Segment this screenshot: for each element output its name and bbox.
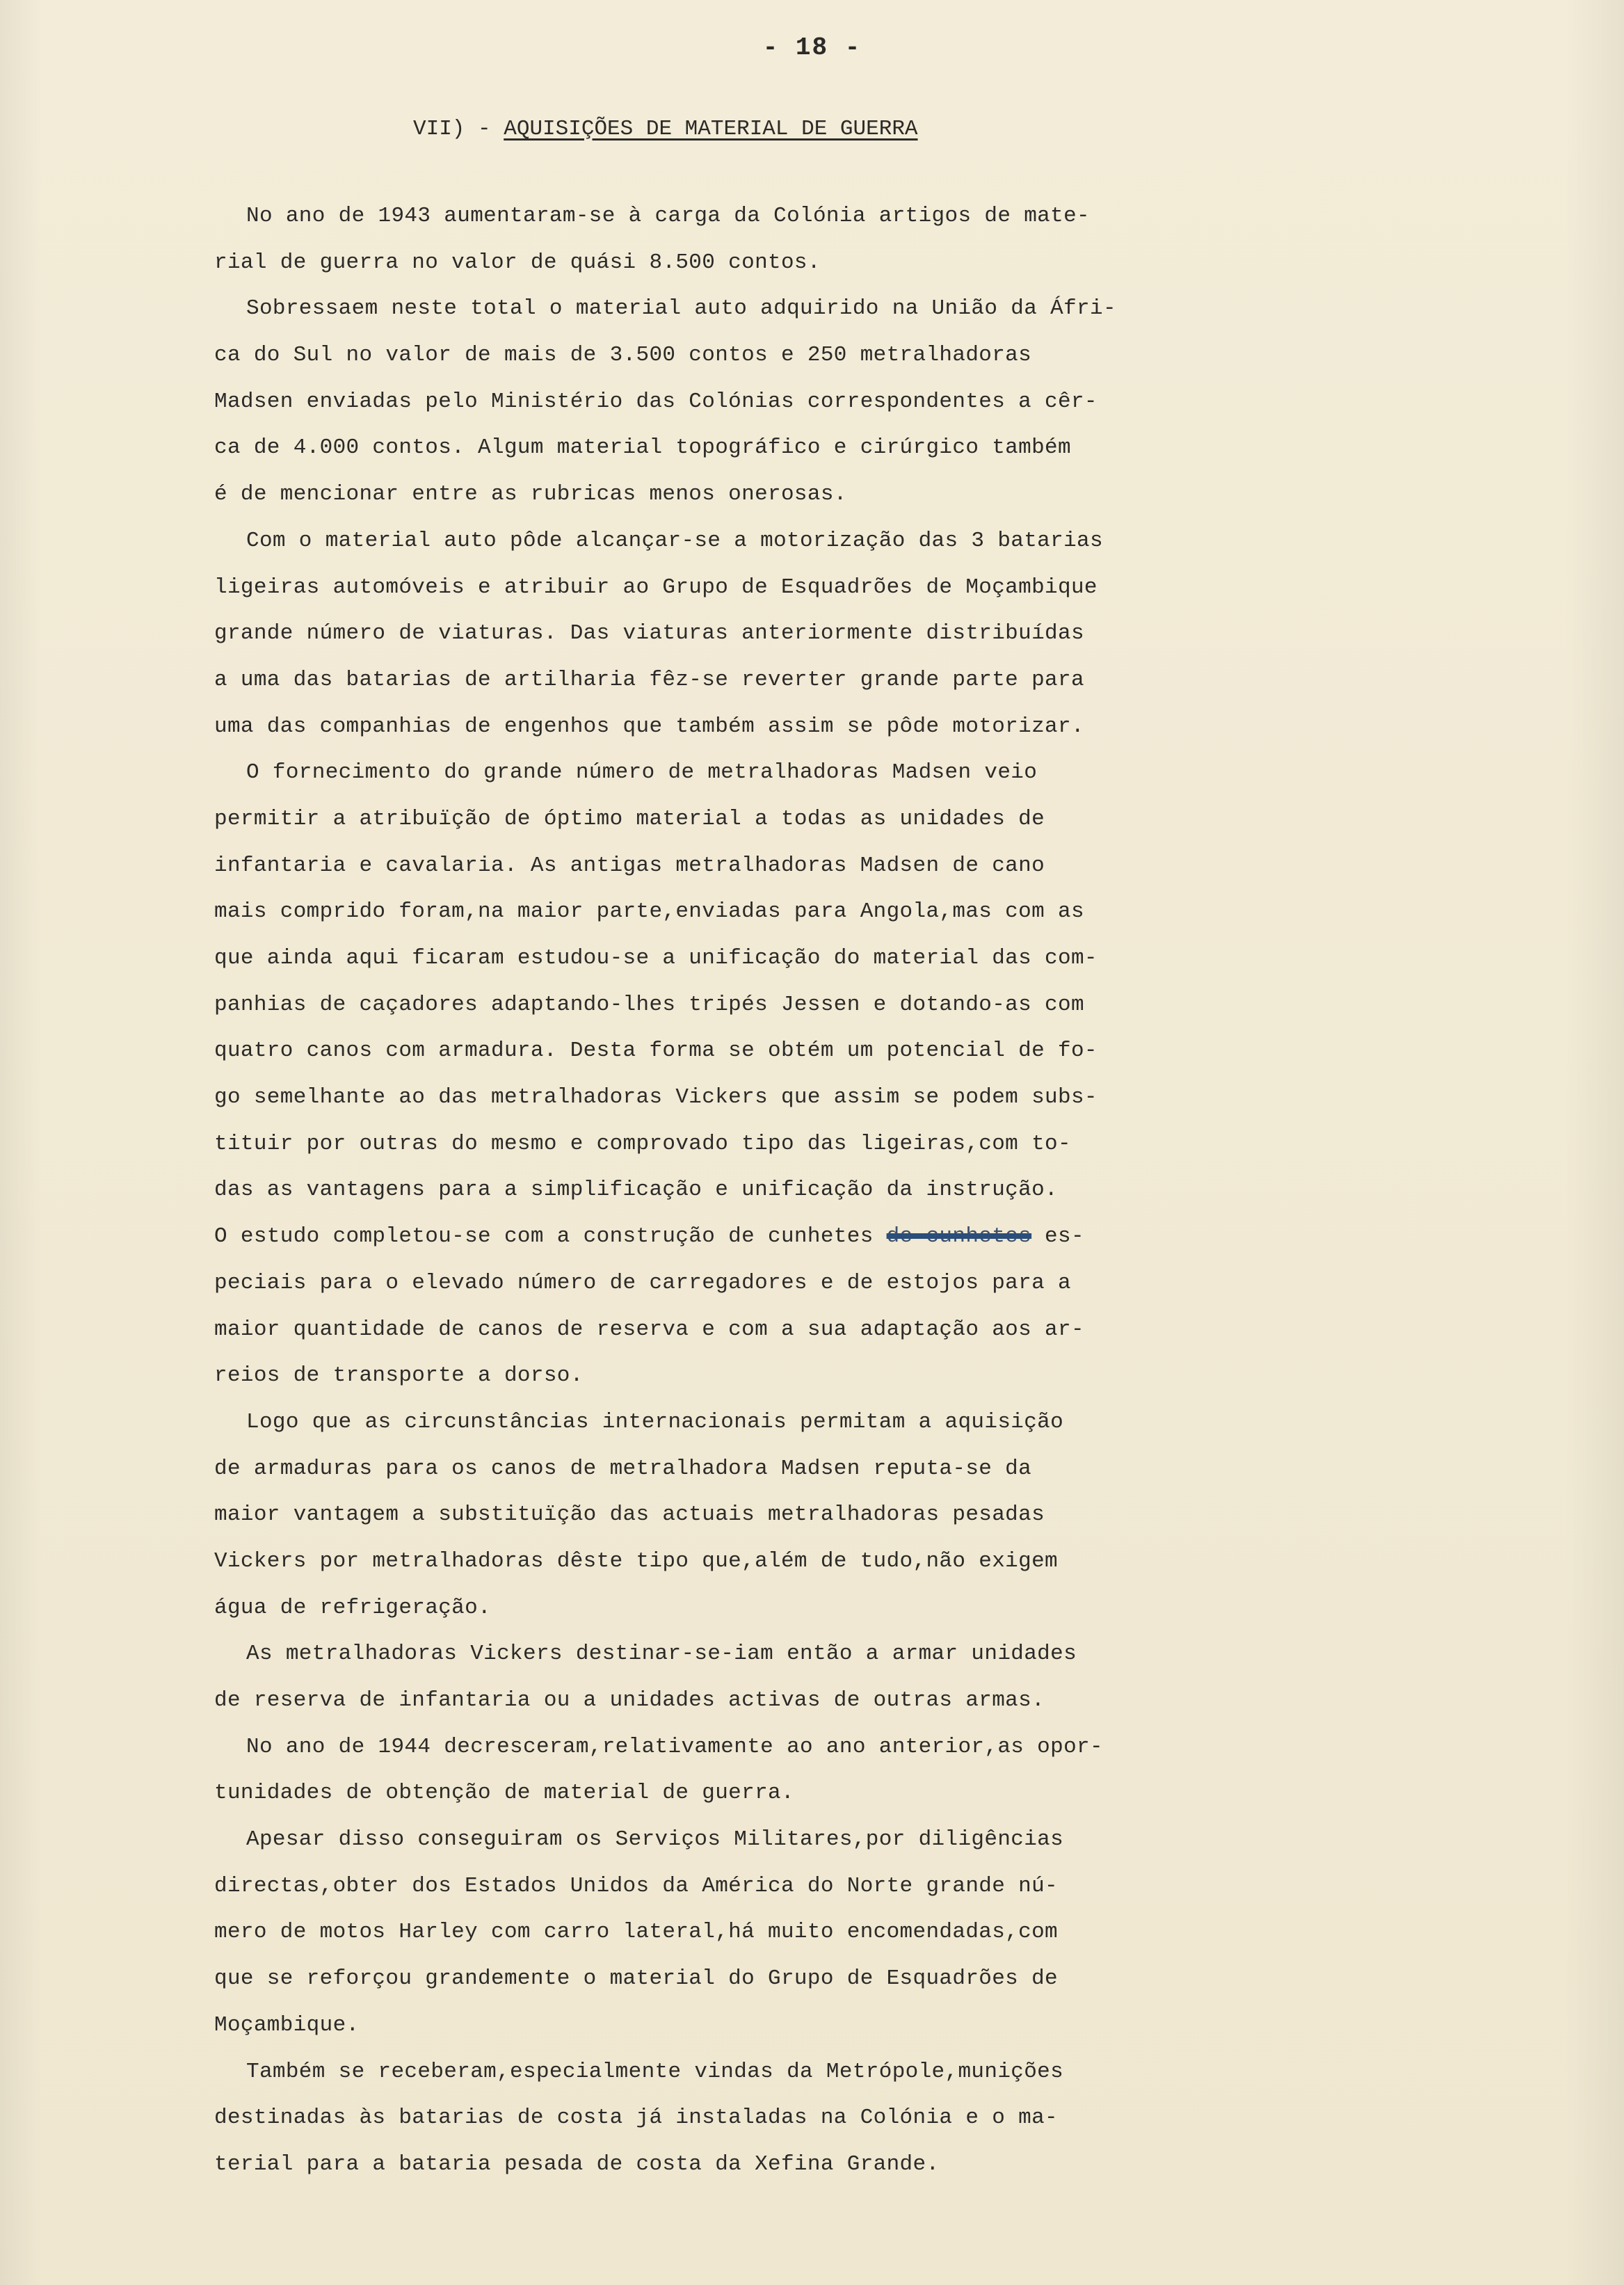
- text-line: de reserva de infantaria ou a unidades activas de outras armas.: [214, 1688, 1045, 1713]
- text-line: go semelhante ao das metralhadoras Vickers que assim se podem subs-: [214, 1085, 1098, 1110]
- text-line: que ainda aqui ficaram estudou-se a unificação do material das com-: [214, 946, 1098, 970]
- text-line: reios de transporte a dorso.: [214, 1363, 584, 1388]
- text-line: de armaduras para os canos de metralhadora Madsen reputa-se da: [214, 1456, 1032, 1481]
- text-line: a uma das batarias de artilharia fêz-se reverter grande parte para: [214, 667, 1084, 692]
- text-line: Sobressaem neste total o material auto adquirido na União da Áfri-: [246, 296, 1116, 321]
- text-line: Com o material auto pôde alcançar-se a motorização das 3 batarias: [246, 528, 1103, 553]
- text-line: No ano de 1944 decresceram,relativamente ao ano anterior,as opor-: [246, 1734, 1103, 1759]
- text-line: rial de guerra no valor de quási 8.500 contos.: [214, 250, 821, 275]
- text-segment: es-: [1031, 1224, 1084, 1249]
- text-line: Apesar disso conseguiram os Serviços Militares,por diligências: [246, 1827, 1064, 1852]
- text-line: panhias de caçadores adaptando-lhes tripés Jessen e dotando-as com: [214, 992, 1084, 1017]
- struck-out-text: de cunhetes: [886, 1224, 1032, 1249]
- text-line: peciais para o elevado número de carregadores e de estojos para a: [214, 1270, 1071, 1295]
- text-line: grande número de viaturas. Das viaturas anteriormente distribuídas: [214, 621, 1084, 646]
- text-line: ligeiras automóveis e atribuir ao Grupo de Esquadrões de Moçambique: [214, 575, 1098, 600]
- text-line: Madsen enviadas pelo Ministério das Colónias correspondentes a cêr-: [214, 389, 1098, 414]
- text-line: quatro canos com armadura. Desta forma se obtém um potencial de fo-: [214, 1039, 1098, 1064]
- text-line: uma das companhias de engenhos que também assim se pôde motorizar.: [214, 714, 1084, 739]
- text-line: mero de motos Harley com carro lateral,há muito encomendadas,com: [214, 1920, 1058, 1945]
- text-line: é de mencionar entre as rubricas menos onerosas.: [214, 482, 847, 507]
- text-line: maior vantagem a substituïção das actuais metralhadoras pesadas: [214, 1502, 1045, 1528]
- text-line: infantaria e cavalaria. As antigas metralhadoras Madsen de cano: [214, 853, 1045, 878]
- text-line: O fornecimento do grande número de metralhadoras Madsen veio: [246, 760, 1038, 785]
- text-line: Também se receberam,especialmente vindas da Metrópole,munições: [246, 2059, 1064, 2084]
- section-heading-prefix: VII) -: [413, 117, 504, 141]
- text-line: ca de 4.000 contos. Algum material topográfico e cirúrgico também: [214, 435, 1071, 460]
- text-line-with-strikeout: [214, 1214, 1188, 1260]
- text-line: directas,obter dos Estados Unidos da América do Norte grande nú-: [214, 1873, 1058, 1898]
- text-line: tituir por outras do mesmo e comprovado tipo das ligeiras,com to-: [214, 1131, 1071, 1156]
- text-line: terial para a bataria pesada de costa da Xefina Grande.: [214, 2151, 940, 2176]
- text-line: que se reforçou grandemente o material do Grupo de Esquadrões de: [214, 1966, 1058, 1991]
- text-line: maior quantidade de canos de reserva e com a sua adaptação aos ar-: [214, 1317, 1084, 1342]
- text-line: Logo que as circunstâncias internacionais permitam a aquisição: [246, 1409, 1064, 1434]
- section-heading: [413, 117, 918, 141]
- body-text: [214, 193, 1188, 2188]
- text-line: destinadas às batarias de costa já instaladas na Colónia e o ma-: [214, 2106, 1058, 2131]
- text-line: Moçambique.: [214, 2012, 360, 2037]
- page-number: - 18 -: [762, 33, 862, 62]
- text-line: das as vantagens para a simplificação e unificação da instrução.: [214, 1178, 1058, 1203]
- text-line: As metralhadoras Vickers destinar-se-iam então a armar unidades: [246, 1642, 1077, 1667]
- text-line: permitir a atribuïção de óptimo material a todas as unidades de: [214, 806, 1045, 831]
- text-line: tunidades de obtenção de material de guerra.: [214, 1781, 794, 1806]
- section-heading-title: AQUISIÇÕES DE MATERIAL DE GUERRA: [504, 117, 918, 141]
- text-line: mais comprido foram,na maior parte,enviadas para Angola,mas com as: [214, 899, 1084, 924]
- text-line: Vickers por metralhadoras dêste tipo que,além de tudo,não exigem: [214, 1548, 1058, 1573]
- text-line: água de refrigeração.: [214, 1595, 492, 1620]
- text-line: No ano de 1943 aumentaram-se à carga da Colónia artigos de mate-: [246, 204, 1090, 228]
- text-segment: O estudo completou-se com a construção de cunhetes: [214, 1224, 887, 1249]
- text-line: ca do Sul no valor de mais de 3.500 contos e 250 metralhadoras: [214, 343, 1032, 368]
